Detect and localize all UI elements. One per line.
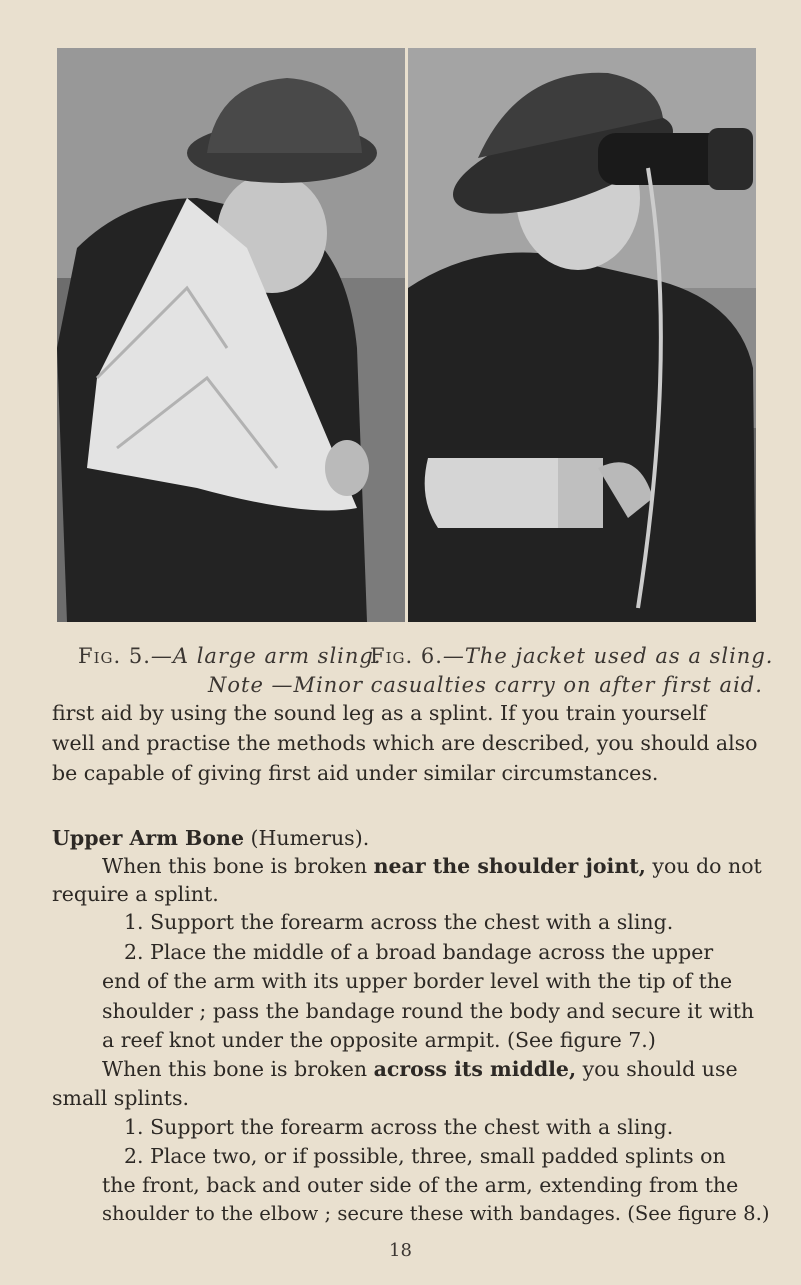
step-2b-line-3: shoulder to the elbow ; secure these with bandages. (See figure 8.) (102, 1202, 770, 1225)
section-heading-bold: Upper Arm Bone (52, 826, 245, 850)
figure-5-caption (78, 644, 382, 668)
step-2-line-4: a reef knot under the opposite armpit. (See figure 7.) (102, 1028, 656, 1052)
section-heading (52, 826, 369, 850)
step-2-line-2: end of the arm with its upper border level with the tip of the (102, 969, 733, 993)
step-1b: 1. Support the forearm across the chest with a sling. (124, 1115, 674, 1139)
step-2b-line-1: 2. Place two, or if possible, three, small padded splints on (124, 1144, 726, 1168)
middle-line-1-post: you should use (576, 1057, 738, 1081)
figure-6-caption (370, 644, 773, 668)
paragraph-1-line-2: well and practise the methods which are described, you should also (52, 731, 758, 755)
figure-6-image (408, 48, 756, 622)
page-number: 18 (389, 1240, 412, 1261)
section-line-1-pre: When this bone is broken (102, 854, 374, 878)
figure-6-label: Fig. 6. (370, 644, 443, 668)
step-2b-line-2: the front, back and outer side of the arm, extending from the (102, 1173, 739, 1197)
middle-line-1-pre: When this bone is broken (102, 1057, 374, 1081)
figure-5-label: Fig. 5. (78, 644, 151, 668)
figure-6-photo (408, 48, 756, 622)
middle-line-1 (102, 1057, 738, 1081)
section-heading-rest: (Humerus). (244, 826, 370, 850)
figure-5-image (57, 48, 405, 622)
step-2-line-1: 2. Place the middle of a broad bandage across the upper (124, 940, 714, 964)
middle-line-2: small splints. (52, 1086, 190, 1110)
step-2-line-3: shoulder ; pass the bandage round the body and secure it with (102, 999, 755, 1023)
paragraph-1-line-3: be capable of giving first aid under similar circumstances. (52, 761, 659, 785)
figure-note-text: Note —Minor casualties carry on after first aid. (208, 673, 763, 697)
section-line-1-bold: near the shoulder joint, (373, 854, 646, 878)
figure-5-caption-text: —A large arm sling. (150, 644, 382, 668)
step-1: 1. Support the forearm across the chest with a sling. (124, 910, 674, 934)
section-line-1-post: you do not (645, 854, 762, 878)
middle-line-1-bold: across its middle, (373, 1057, 577, 1081)
section-line-2: require a splint. (52, 882, 219, 906)
figure-5-photo (57, 48, 405, 622)
section-line-1 (102, 854, 762, 878)
paragraph-1-line-1: first aid by using the sound leg as a splint. If you train yourself (52, 701, 707, 725)
figure-6-caption-text: —The jacket used as a sling. (442, 644, 774, 668)
